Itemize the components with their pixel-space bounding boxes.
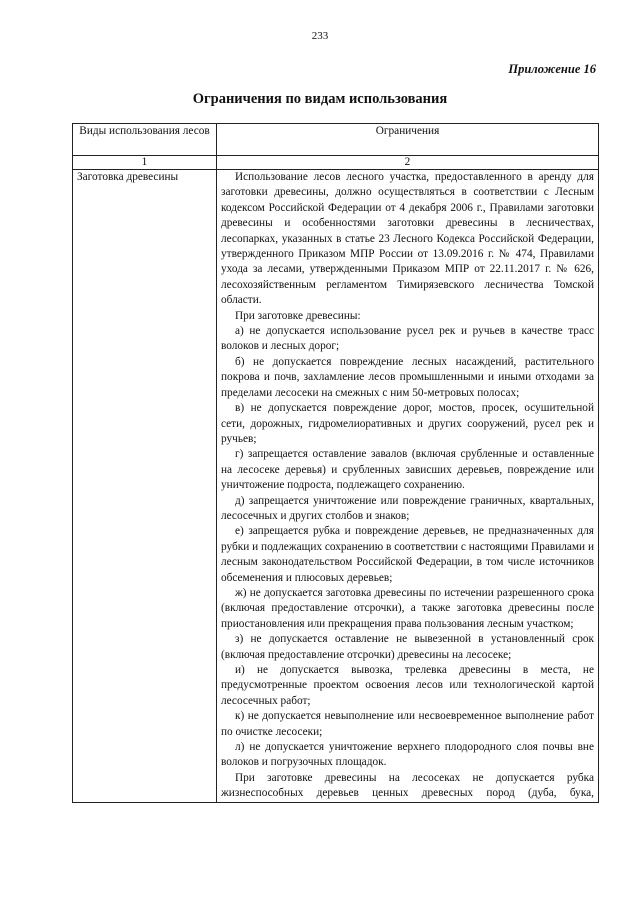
table-header-row (73, 124, 599, 156)
restriction-item-l: л) не допускается уничтожение верхнего плодородного слоя почвы вне волоков и погрузочных площадок. (221, 741, 594, 769)
restriction-item-k: к) не допускается невыполнение или несвоевременное выполнение работ по очистке лесосеки; (221, 710, 594, 738)
restriction-item-d: д) запрещается уничтожение или повреждение граничных, квартальных, лесосечных и других столбов и знаков; (221, 494, 594, 522)
restriction-item-b: б) не допускается повреждение лесных насаждений, растительного покрова и почв, захламление лесов промышленными и иными отходами за пределами лесосеки на смежных с ним 50-метровых полосах; (221, 355, 594, 399)
appendix-label: Приложение 16 (508, 62, 596, 76)
restriction-item-v: в) не допускается повреждение дорог, мостов, просек, осушительной сети, дорожных, гидромелиоративных и других сооружений, русел рек и ручьев; (221, 402, 594, 445)
page-number: 233 (311, 30, 329, 42)
table-row (73, 170, 599, 803)
restriction-intro: Использование лесов лесного участка, предоставленного в аренду для заготовки древесины, должно осуществляться в соответствии с Лесным кодексом Российской Федерации от 4 декабря 2006 г., Правилами заготовки древесины и особенностями заготовки древесины в лесничествах, лесопарках, указанных в статье 23 Лесного Кодекса Российской Федерации, утвержденного Приказом МПР России от 13.09.2016 г. № 474, Правилами ухода за лесами, утвержденными Приказом МПР от 22.11.2017 г. № 626, лесохозяйственным регламентом Тимирязевского лесничества Томской области. (221, 171, 594, 307)
restrictions-table (72, 123, 599, 803)
column-number-1: 1 (73, 156, 217, 170)
column-number-2: 2 (217, 156, 599, 170)
restriction-item-g: г) запрещается оставление завалов (включая срубленные и оставленные на лесосеке деревья) и срубленных зависших деревьев, повреждение или уничтожение подроста, подлежащего сохранению. (221, 448, 594, 492)
header-restrictions: Ограничения (217, 124, 599, 156)
restriction-item-z: з) не допускается оставление не вывезенной в установленный срок (включая предоставление отсрочки) древесины на лесосеке; (221, 633, 594, 661)
header-forest-use-type: Виды использования лесов (73, 124, 217, 156)
restriction-item-e: е) запрещается рубка и повреждение деревьев, не предназначенных для рубки и подлежащих сохранению в соответствии с настоящими Правилами и лесным законодательством Российской Федерации, в том числе источников обсеменения и плюсовых деревьев; (221, 525, 594, 584)
restriction-final: При заготовке древесины на лесосеках не допускается рубка жизнеспособных деревьев ценных древесных пород (дуба, бука, (221, 771, 594, 800)
restriction-item-a: а) не допускается использование русел рек и ручьев в качестве трасс волоков и лесных дорог; (221, 325, 594, 353)
restriction-item-i: и) не допускается вывозка, трелевка древесины в места, не предусмотренные проектом освоения лесов или технологической картой лесосечных работ; (221, 664, 594, 707)
forest-use-type-cell: Заготовка древесины (73, 170, 217, 803)
restrictions-cell (217, 170, 599, 803)
page-title: Ограничения по видам использования (192, 91, 448, 107)
restriction-lead: При заготовке древесины: (235, 309, 361, 322)
column-number-row (73, 156, 599, 170)
restriction-item-zh: ж) не допускается заготовка древесины по истечении разрешенного срока (включая предоставление отсрочки), а также заготовка древесины после приостановления или прекращения права пользования лесным участком; (221, 586, 594, 630)
